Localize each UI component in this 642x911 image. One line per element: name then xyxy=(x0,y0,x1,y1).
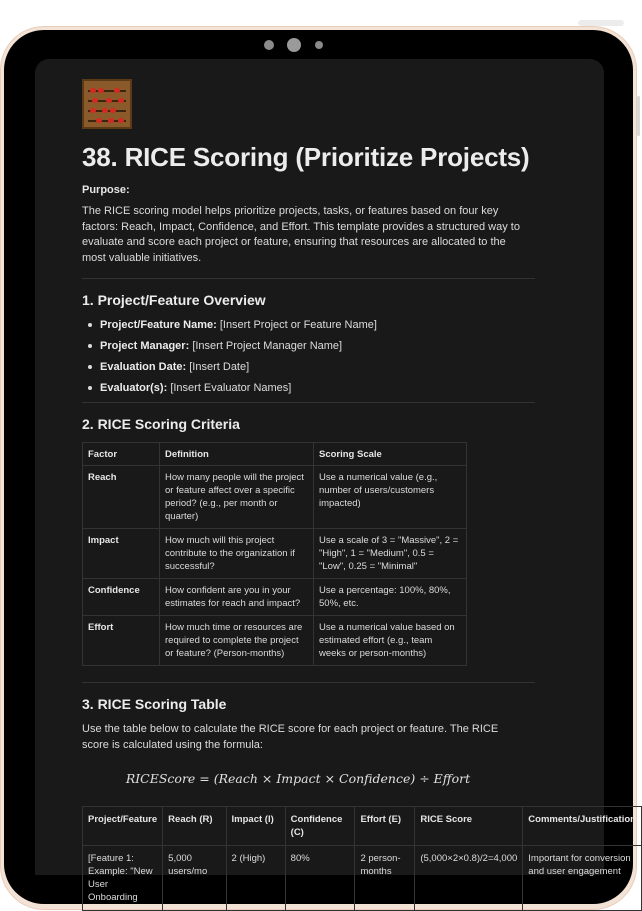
field-value: [Insert Evaluator Names] xyxy=(170,382,292,394)
table-cell: How many people will the project or feature affect over a specific period? (e.g., per month or quarter) xyxy=(160,466,314,529)
camera-lens xyxy=(287,38,301,52)
table-cell: Impact xyxy=(83,529,160,579)
table-header-row xyxy=(83,807,642,846)
section-heading-criteria: 2. RICE Scoring Criteria xyxy=(82,416,240,432)
tablet-side-button xyxy=(637,96,640,136)
table-row xyxy=(83,466,467,529)
column-header: Impact (I) xyxy=(226,807,285,846)
table-cell: 2 person-months xyxy=(355,846,415,911)
column-header: Confidence (C) xyxy=(285,807,355,846)
table-cell: Use a percentage: 100%, 80%, 50%, etc. xyxy=(314,579,467,616)
page-title[interactable]: 38. RICE Scoring (Prioritize Projects) xyxy=(82,142,530,172)
table-cell: Reach xyxy=(83,466,160,529)
field-label: Project/Feature Name: xyxy=(100,319,217,331)
field-label: Evaluation Date: xyxy=(100,361,187,373)
table-cell: How confident are you in your estimates for reach and impact? xyxy=(160,579,314,616)
scoring-intro-text: Use the table below to calculate the RICE score for each project or feature. The RICE score is calculated using the formula: xyxy=(82,723,499,751)
table-row xyxy=(83,616,467,666)
table-cell: Use a numerical value (e.g., number of users/customers impacted) xyxy=(314,466,467,529)
sensor-dot xyxy=(315,41,323,49)
list-item xyxy=(88,381,622,395)
rice-scoring-table xyxy=(82,806,642,911)
table-cell: 2 (High) xyxy=(226,846,285,911)
table-cell: Effort xyxy=(83,616,160,666)
table-header-row xyxy=(83,443,467,466)
divider xyxy=(82,402,535,403)
column-header: Scoring Scale xyxy=(314,443,467,466)
column-header: Comments/Justification xyxy=(523,807,642,846)
table-cell: [Feature 1: Example: "New User Onboarding xyxy=(83,846,163,911)
table-row xyxy=(83,579,467,616)
purpose-label: Purpose: xyxy=(82,184,130,196)
field-label: Evaluator(s): xyxy=(100,382,168,394)
table-cell: 80% xyxy=(285,846,355,911)
column-header: RICE Score xyxy=(415,807,523,846)
abacus-icon[interactable] xyxy=(82,79,132,129)
table-cell: Use a scale of 3 = "Massive", 2 = "High", 1 = "Medium", 0.5 = "Low", 0.25 = "Minimal" xyxy=(314,529,467,579)
rice-formula: RICEScore = (Reach × Impact × Confidence) ÷ Effort xyxy=(125,771,471,786)
criteria-table xyxy=(82,442,467,666)
camera-sensors xyxy=(0,38,637,52)
table-cell: (5,000×2×0.8)/2=4,000 xyxy=(415,846,523,911)
list-item xyxy=(88,339,622,353)
table-cell: How much will this project contribute to the organization if successful? xyxy=(160,529,314,579)
section-heading-overview: 1. Project/Feature Overview xyxy=(82,292,266,308)
divider xyxy=(82,278,535,279)
table-cell: Confidence xyxy=(83,579,160,616)
tablet-top-button xyxy=(578,20,624,26)
field-value: [Insert Project or Feature Name] xyxy=(219,319,377,331)
table-cell: 5,000 users/mo xyxy=(163,846,226,911)
table-row xyxy=(83,846,642,911)
table-cell: Important for conversion and user engagement xyxy=(523,846,642,911)
list-item xyxy=(88,318,622,332)
column-header: Factor xyxy=(83,443,160,466)
sensor-dot xyxy=(264,40,274,50)
overview-field-list xyxy=(88,318,622,395)
section-heading-scoring-table: 3. RICE Scoring Table xyxy=(82,696,227,712)
field-label: Project Manager: xyxy=(100,340,190,352)
table-cell: How much time or resources are required to complete the project or feature? (Person-months) xyxy=(160,616,314,666)
column-header: Effort (E) xyxy=(355,807,415,846)
table-row xyxy=(83,529,467,579)
document-content xyxy=(82,79,636,911)
column-header: Reach (R) xyxy=(163,807,226,846)
table-cell: Use a numerical value based on estimated effort (e.g., team weeks or person-months) xyxy=(314,616,467,666)
field-value: [Insert Date] xyxy=(189,361,250,373)
purpose-text: The RICE scoring model helps prioritize projects, tasks, or features based on four key factors: Reach, Impact, Confidence, and Effort. This template provides a structured way to evaluate and score each project or feature, ensuring that resources are allocated to the most valuable initiatives. xyxy=(82,205,520,264)
list-item xyxy=(88,360,622,374)
field-value: [Insert Project Manager Name] xyxy=(192,340,343,352)
document-screen[interactable] xyxy=(35,59,636,903)
divider xyxy=(82,682,535,683)
column-header: Definition xyxy=(160,443,314,466)
column-header: Project/Feature xyxy=(83,807,163,846)
